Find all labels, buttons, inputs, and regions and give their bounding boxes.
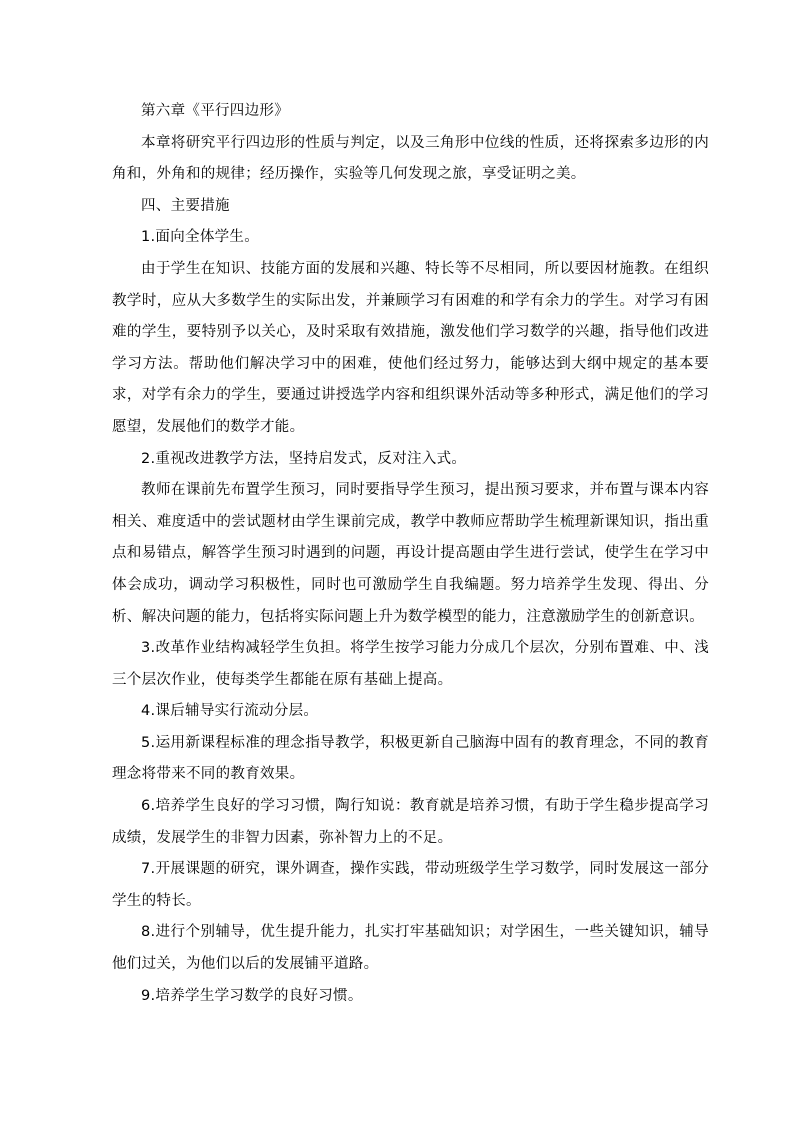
measure-item-7: 7.开展课题的研究，课外调查，操作实践，带动班级学生学习数学，同时发展这一部分学生的特长。 [112,861,709,909]
measure-2-detail-paragraph: 教师在课前先布置学生预习，同时要指导学生预习，提出预习要求，并布置与课本内容相关、难度适中的尝试题材由学生课前完成，教学中教师应帮助学生梳理新课知识，指出重点和易错点，解答学生预习时遇到的问题，再设计提高题由学生进行尝试，使学生在学习中体会成功，调动学习积极性，同时也可激励学生自我编题。努力培养学生发现、得出、分析、解决问题的能力，包括将实际问题上升为数学模型的能力，注意激励学生的创新意识。 [112,482,709,625]
chapter-heading: 第六章《平行四边形》 [141,103,289,119]
measure-item-5: 5.运用新课程标准的理念指导教学，积极更新自己脑海中固有的教育理念，不同的教育理念将带来不同的教育效果。 [112,734,709,783]
measure-item-3: 3.改革作业结构减轻学生负担。将学生按学习能力分成几个层次，分别布置难、中、浅三个层次作业，使每类学生都能在原有基础上提高。 [112,640,709,688]
measure-item-8: 8.进行个别辅导，优生提升能力，扎实打牢基础知识；对学困生，一些关键知识，辅导他们过关，为他们以后的发展铺平道路。 [112,924,709,973]
measure-item-6: 6.培养学生良好的学习习惯，陶行知说：教育就是培养习惯，有助于学生稳步提高学习成绩，发展学生的非智力因素，弥补智力上的不足。 [112,798,709,846]
chapter-summary-paragraph: 本章将研究平行四边形的性质与判定，以及三角形中位线的性质，还将探索多边形的内角和，外角和的规律；经历操作，实验等几何发现之旅，享受证明之美。 [112,134,709,183]
measure-item-1: 1.面向全体学生。 [141,229,260,246]
measure-item-9: 9.培养学生学习数学的良好习惯。 [141,987,363,1004]
measure-item-4: 4.课后辅导实行流动分层。 [141,703,319,720]
document-body [112,96,709,1012]
measure-item-2: 2.重视改进教学方法，坚持启发式，反对注入式。 [141,450,467,467]
measure-1-detail-paragraph: 由于学生在知识、技能方面的发展和兴趣、特长等不尽相同，所以要因材施教。在组织教学时，应从大多数学生的实际出发，并兼顾学习有困难的和学有余力的学生。对学习有困难的学生，要特别予以关心，及时采取有效措施，激发他们学习数学的兴趣，指导他们改进学习方法。帮助他们解决学习中的困难，使他们经过努力，能够达到大纲中规定的基本要求，对学有余力的学生，要通过讲授选学内容和组织课外活动等多种形式，满足他们的学习愿望，发展他们的数学才能。 [112,260,709,435]
section-heading-measures: 四、主要措施 [141,197,230,214]
